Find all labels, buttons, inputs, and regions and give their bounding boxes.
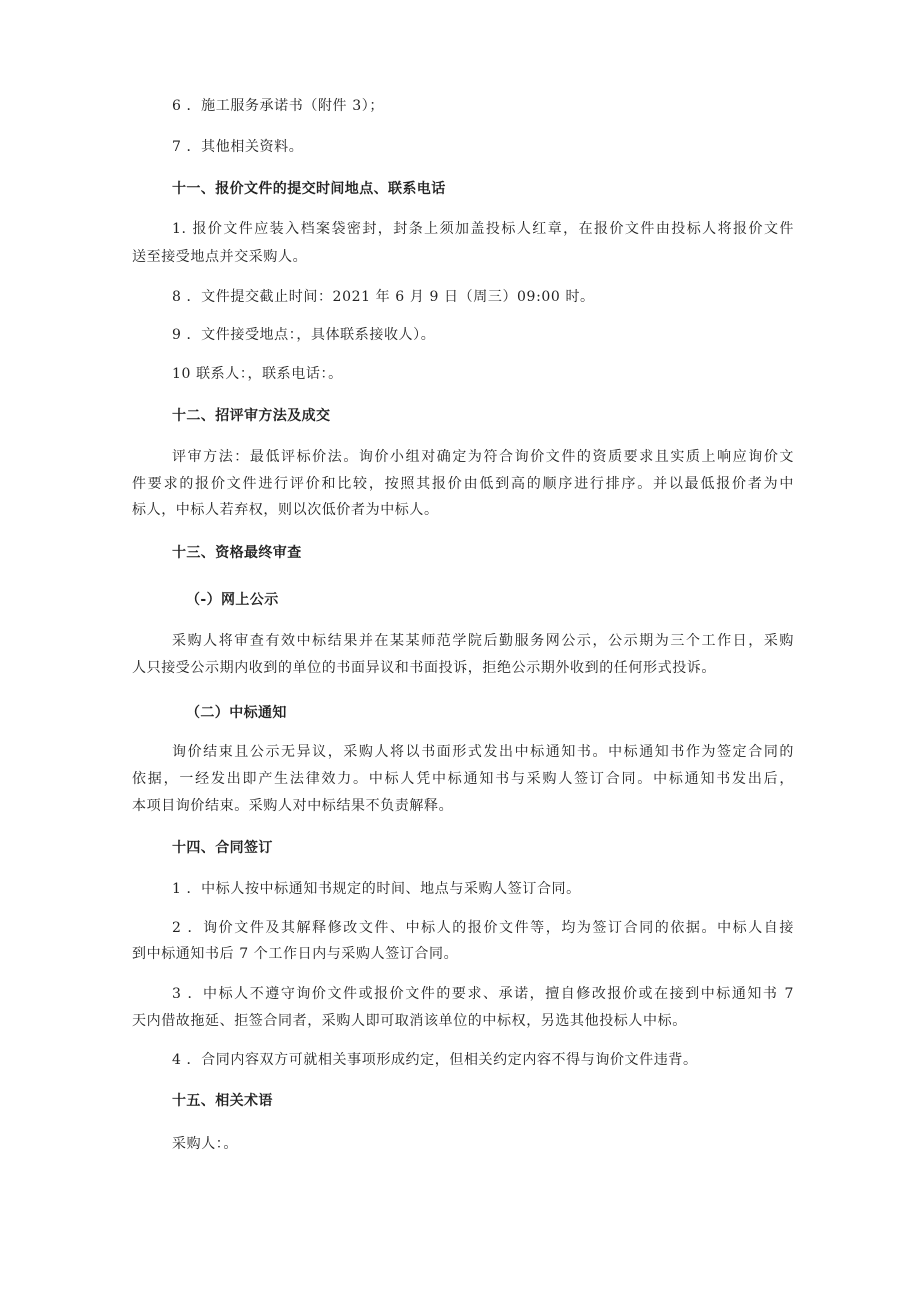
list-item-1: 1 ．中标人按中标通知书规定的时间、地点与采购人签订合同。 bbox=[172, 881, 581, 897]
subsection-paragraph-line: 询价结束且公示无异议，采购人将以书面形式发出中标通知书。中标通知书作为签定合同的 bbox=[172, 744, 794, 760]
list-item-10: 10 联系人：，联系电话：。 bbox=[172, 366, 343, 382]
section-12-paragraph-line: 件要求的报价文件进行评价和比较，按照其报价由低到高的顺序进行排序。并以最低报价者为中 bbox=[132, 476, 794, 492]
subsection-paragraph-line: 人只接受公示期内收到的单位的书面异议和书面投诉，拒绝公示期外收到的任何形式投诉。 bbox=[132, 660, 716, 676]
list-item-2-line: 2 ．询价文件及其解释修改文件、中标人的报价文件等，均为签订合同的依据。中标人自接 bbox=[172, 920, 794, 936]
section-11-paragraph-line: 送至接受地点并交采购人。 bbox=[132, 249, 308, 265]
list-item-3-line: 3 ．中标人不遵守询价文件或报价文件的要求、承诺，擅自修改报价或在接到中标通知书 7 bbox=[172, 986, 794, 1002]
section-11-paragraph-line: 1. 报价文件应装入档案袋密封，封条上须加盖投标人红章，在报价文件由投标人将报价文件 bbox=[172, 221, 794, 237]
list-item-7: 7 ．其他相关资料。 bbox=[172, 139, 304, 155]
subsection-paragraph-line: 依据，一经发出即产生法律效力。中标人凭中标通知书与采购人签订合同。中标通知书发出后， bbox=[132, 771, 794, 787]
section-12-paragraph-line: 评审方法：最低评标价法。询价小组对确定为符合询价文件的资质要求且实质上响应询价文 bbox=[172, 449, 794, 465]
section-12-heading: 十二、招评审方法及成交 bbox=[172, 408, 331, 424]
list-item-9: 9 ．文件接受地点：，具体联系接收人）。 bbox=[172, 327, 436, 343]
subsection-heading-award-notice: （二）中标通知 bbox=[186, 705, 287, 721]
section-11-heading: 十一、报价文件的提交时间地点、联系电话 bbox=[172, 181, 446, 197]
subsection-heading-online-notice: （-）网上公示 bbox=[186, 592, 279, 608]
list-item-8: 8 ．文件提交截止时间：2021 年 6 月 9 日（周三）09:00 时。 bbox=[172, 289, 595, 305]
section-14-heading: 十四、合同签订 bbox=[172, 840, 273, 856]
section-15-paragraph-line: 采购人：。 bbox=[172, 1136, 238, 1152]
list-item-2-line: 到中标通知书后 7 个工作日内与采购人签订合同。 bbox=[132, 946, 459, 962]
subsection-paragraph-line: 本项目询价结束。采购人对中标结果不负责解释。 bbox=[132, 798, 454, 814]
subsection-paragraph-line: 采购人将审查有效中标结果并在某某师范学院后勤服务网公示，公示期为三个工作日，采购 bbox=[172, 633, 794, 649]
list-item-6: 6 ．施工服务承诺书（附件 3）； bbox=[172, 98, 384, 114]
section-15-heading: 十五、相关术语 bbox=[172, 1093, 273, 1109]
list-item-4: 4 ．合同内容双方可就相关事项形成约定，但相关约定内容不得与询价文件违背。 bbox=[172, 1052, 698, 1068]
section-13-heading: 十三、资格最终审查 bbox=[172, 545, 302, 561]
list-item-3-line: 天内借故拖延、拒签合同者，采购人即可取消该单位的中标权，另选其他投标人中标。 bbox=[132, 1013, 687, 1029]
section-12-paragraph-line: 标人，中标人若弃权，则以次低价者为中标人。 bbox=[132, 502, 439, 518]
